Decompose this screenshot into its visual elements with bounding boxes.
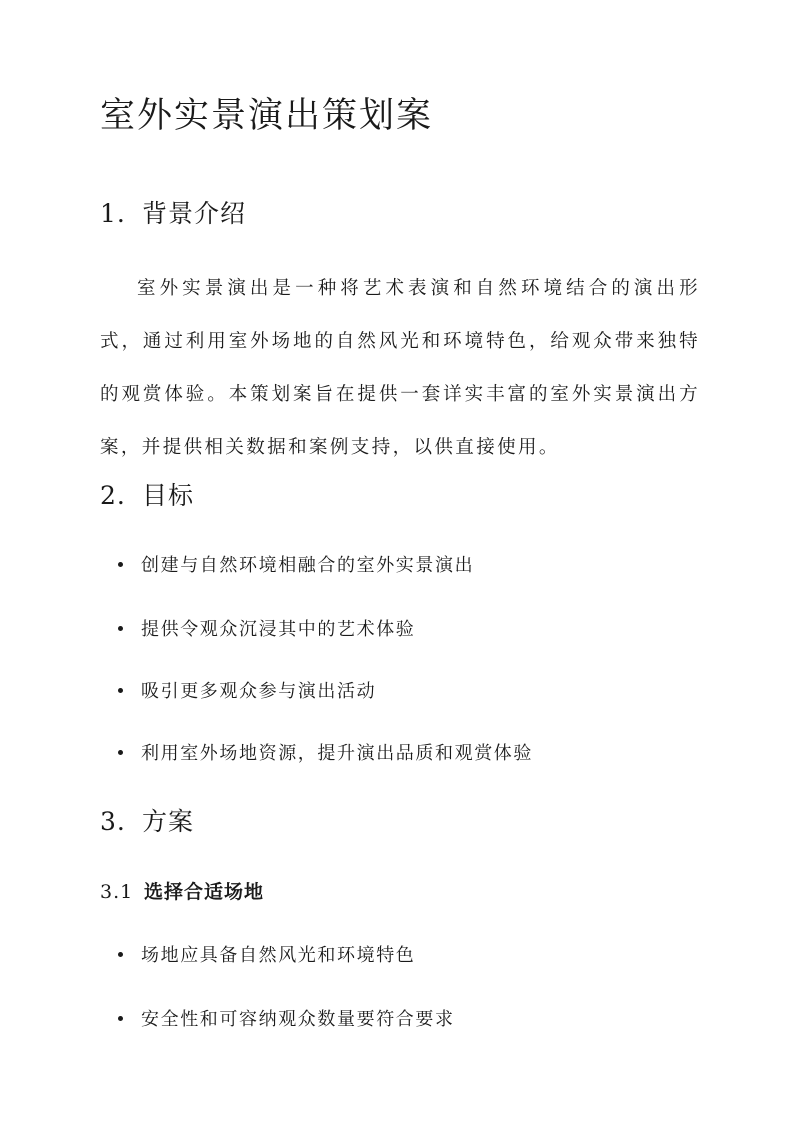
section-2-number: 2. [100, 481, 126, 510]
background-paragraph: 室外实景演出是一种将艺术表演和自然环境结合的演出形式，通过利用室外场地的自然风光和环境特色，给观众带来独特的观赏体验。本策划案旨在提供一套详实丰富的室外实景演出方案，并提供相关数据和案例支持，以供直接使用。 [100, 278, 700, 458]
goal-bullet-text: 利用室外场地资源，提升演出品质和观赏体验 [141, 743, 533, 764]
subsection-3-1-number: 3.1 [100, 881, 134, 903]
goal-bullet-4 [118, 740, 533, 768]
goal-bullet-1 [118, 552, 474, 580]
section-2-heading [100, 478, 194, 514]
goal-bullet-2 [118, 616, 415, 644]
goal-bullet-text: 创建与自然环境相融合的室外实景演出 [141, 555, 475, 576]
goal-bullet-text: 吸引更多观众参与演出活动 [141, 681, 377, 702]
bullet-dot-icon [118, 1016, 123, 1021]
section-2-title: 目标 [142, 481, 195, 510]
goal-bullet-text: 提供令观众沉浸其中的艺术体验 [141, 619, 416, 640]
section-1-number: 1. [100, 199, 126, 228]
subsection-3-1-title: 选择合适场地 [144, 881, 265, 903]
bullet-dot-icon [118, 750, 123, 755]
bullet-dot-icon [118, 626, 123, 631]
section-3-number: 3. [100, 807, 126, 836]
venue-bullet-text: 场地应具备自然风光和环境特色 [141, 945, 416, 966]
section-1-heading [100, 196, 246, 232]
goal-bullet-3 [118, 678, 376, 706]
bullet-dot-icon [118, 952, 123, 957]
venue-bullet-2 [118, 1006, 455, 1034]
bullet-dot-icon [118, 562, 123, 567]
venue-bullet-1 [118, 942, 415, 970]
subsection-3-1-heading [100, 878, 264, 906]
venue-bullet-text: 安全性和可容纳观众数量要符合要求 [141, 1009, 455, 1030]
section-3-title: 方案 [142, 807, 195, 836]
bullet-dot-icon [118, 688, 123, 693]
document-title: 室外实景演出策划案 [100, 96, 434, 136]
section-1-title: 背景介绍 [142, 199, 247, 228]
section-3-heading [100, 804, 194, 840]
